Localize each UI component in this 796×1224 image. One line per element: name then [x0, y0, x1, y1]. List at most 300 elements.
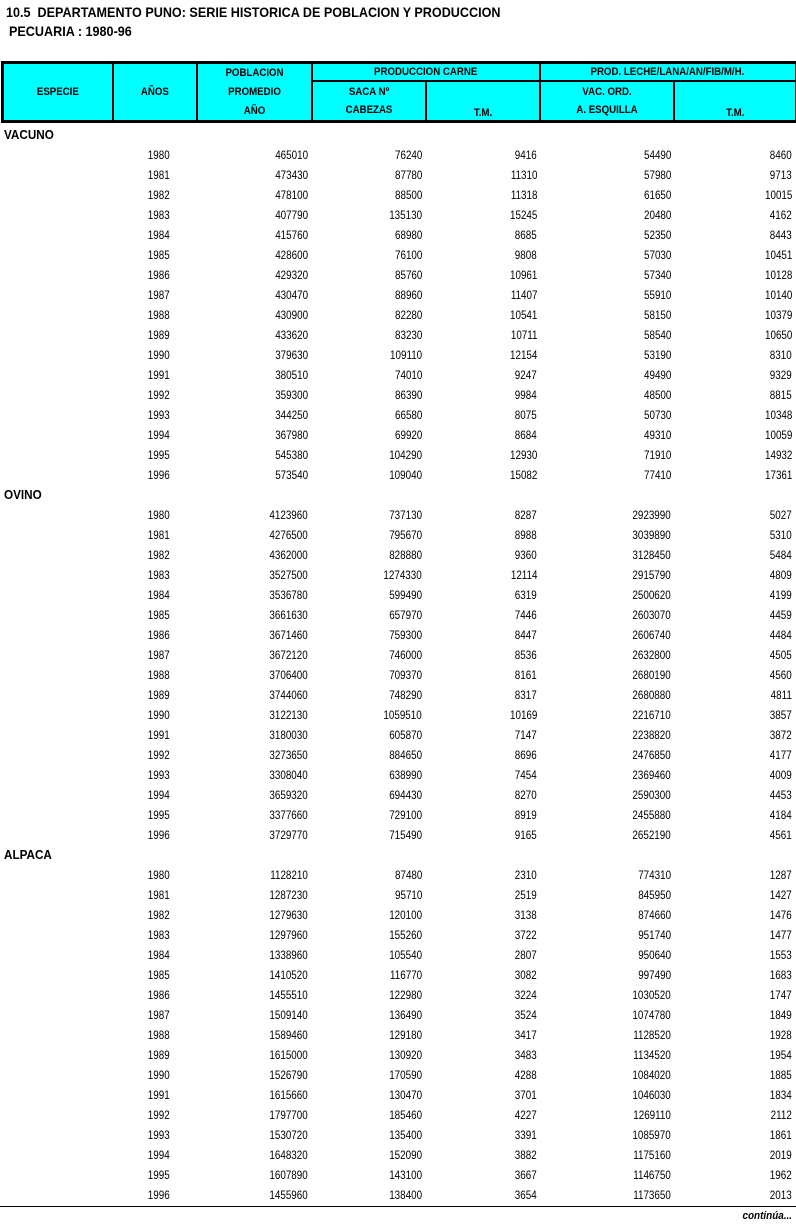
cell-saca-cabezas: 87780 — [394, 168, 422, 182]
cell-carne-tm: 12114 — [510, 568, 537, 582]
cell-leche-tm: 4561 — [770, 828, 792, 842]
cell-carne-tm: 8684 — [515, 428, 537, 442]
table-row — [0, 705, 796, 725]
cell-leche-tm: 1427 — [770, 888, 792, 902]
table-row — [0, 985, 796, 1005]
cell-year: 1983 — [148, 928, 170, 942]
cell-vac-esquilla: 1085970 — [632, 1128, 671, 1142]
cell-year: 1994 — [148, 1148, 170, 1162]
table-row — [0, 305, 796, 325]
table-row — [0, 1125, 796, 1145]
cell-saca-cabezas: 85760 — [394, 268, 422, 282]
cell-leche-tm: 2112 — [770, 1108, 792, 1122]
cell-saca-cabezas: 86390 — [394, 388, 422, 402]
cell-poblacion: 3273650 — [269, 748, 308, 762]
cell-leche-tm: 10140 — [764, 288, 792, 302]
cell-saca-cabezas: 638990 — [389, 768, 422, 782]
cell-year: 1991 — [148, 368, 170, 382]
cell-vac-esquilla: 1084020 — [632, 1068, 671, 1082]
cell-poblacion: 3377660 — [269, 808, 308, 822]
cell-poblacion: 429320 — [275, 268, 308, 282]
cell-year: 1996 — [148, 1188, 170, 1202]
cell-poblacion: 1509140 — [269, 1008, 308, 1022]
cell-year: 1992 — [148, 388, 170, 402]
cell-saca-cabezas: 1274330 — [383, 568, 422, 582]
cell-saca-cabezas: 155260 — [389, 928, 422, 942]
section-label: VACUNO — [4, 127, 54, 142]
cell-year: 1988 — [148, 1028, 170, 1042]
cell-carne-tm: 8685 — [515, 228, 537, 242]
cell-saca-cabezas: 759300 — [389, 628, 422, 642]
cell-carne-tm: 2310 — [515, 868, 537, 882]
table-row — [0, 685, 796, 705]
cell-leche-tm: 10379 — [764, 308, 792, 322]
header-produccion-carne: PRODUCCION CARNE — [312, 63, 540, 82]
cell-year: 1983 — [148, 208, 170, 222]
cell-year: 1980 — [148, 868, 170, 882]
cell-leche-tm: 4811 — [770, 688, 792, 702]
cell-leche-tm: 10451 — [764, 248, 792, 262]
table-row — [0, 1085, 796, 1105]
cell-year: 1980 — [148, 148, 170, 162]
cell-carne-tm: 2519 — [515, 888, 537, 902]
cell-leche-tm: 1683 — [770, 968, 792, 982]
table-row — [0, 445, 796, 465]
cell-carne-tm: 6319 — [515, 588, 537, 602]
cell-vac-esquilla: 20480 — [643, 208, 671, 222]
cell-poblacion: 1607890 — [269, 1168, 308, 1182]
table-row — [0, 1105, 796, 1125]
cell-leche-tm: 1861 — [770, 1128, 792, 1142]
cell-vac-esquilla: 874660 — [638, 908, 671, 922]
cell-vac-esquilla: 2500620 — [632, 588, 671, 602]
cell-vac-esquilla: 1030520 — [632, 988, 671, 1002]
cell-poblacion: 430900 — [275, 308, 308, 322]
cell-year: 1989 — [148, 688, 170, 702]
cell-saca-cabezas: 130470 — [389, 1088, 422, 1102]
cell-poblacion: 478100 — [275, 188, 308, 202]
cell-poblacion: 3527500 — [269, 568, 308, 582]
cell-leche-tm: 1962 — [770, 1168, 792, 1182]
cell-vac-esquilla: 2915790 — [632, 568, 671, 582]
table-row — [0, 405, 796, 425]
cell-carne-tm: 3701 — [515, 1088, 537, 1102]
cell-carne-tm: 15082 — [509, 468, 537, 482]
cell-year: 1993 — [148, 1128, 170, 1142]
cell-leche-tm: 2019 — [770, 1148, 792, 1162]
cell-year: 1982 — [148, 548, 170, 562]
cell-poblacion: 1615660 — [269, 1088, 308, 1102]
cell-leche-tm: 4453 — [770, 788, 792, 802]
cell-poblacion: 545380 — [275, 448, 308, 462]
cell-saca-cabezas: 105540 — [389, 948, 422, 962]
cell-year: 1996 — [148, 828, 170, 842]
table-row — [0, 825, 796, 845]
cell-saca-cabezas: 68980 — [394, 228, 422, 242]
cell-carne-tm: 12930 — [509, 448, 537, 462]
cell-year: 1991 — [148, 1088, 170, 1102]
cell-year: 1989 — [148, 328, 170, 342]
cell-carne-tm: 3654 — [515, 1188, 537, 1202]
table-row — [0, 945, 796, 965]
cell-leche-tm: 1954 — [770, 1048, 792, 1062]
document-title: 10.5 DEPARTAMENTO PUNO: SERIE HISTORICA DE POBLACION Y PRODUCCION — [6, 4, 501, 20]
table-row — [0, 525, 796, 545]
section-row — [0, 125, 796, 145]
cell-poblacion: 1287230 — [269, 888, 308, 902]
cell-leche-tm: 14932 — [764, 448, 792, 462]
cell-poblacion: 1455960 — [269, 1188, 308, 1202]
cell-saca-cabezas: 136490 — [389, 1008, 422, 1022]
cell-saca-cabezas: 694430 — [389, 788, 422, 802]
section-label: ALPACA — [4, 847, 52, 862]
cell-saca-cabezas: 135130 — [389, 208, 422, 222]
cell-year: 1988 — [148, 668, 170, 682]
cell-carne-tm: 9360 — [515, 548, 537, 562]
cell-vac-esquilla: 2606740 — [632, 628, 671, 642]
cell-saca-cabezas: 88960 — [394, 288, 422, 302]
cell-vac-esquilla: 48500 — [643, 388, 671, 402]
cell-saca-cabezas: 116770 — [389, 968, 422, 982]
cell-vac-esquilla: 2652190 — [632, 828, 671, 842]
table-header — [1, 61, 796, 123]
cell-carne-tm: 11318 — [510, 188, 537, 202]
cell-saca-cabezas: 605870 — [389, 728, 422, 742]
cell-vac-esquilla: 57980 — [643, 168, 671, 182]
cell-leche-tm: 1287 — [770, 868, 792, 882]
cell-year: 1981 — [148, 528, 170, 542]
cell-carne-tm: 3224 — [515, 988, 537, 1002]
cell-vac-esquilla: 2590300 — [632, 788, 671, 802]
cell-leche-tm: 8460 — [770, 148, 792, 162]
cell-saca-cabezas: 95710 — [394, 888, 422, 902]
header-poblacion: POBLACION PROMEDIO AÑO — [197, 63, 312, 122]
cell-carne-tm: 9416 — [515, 148, 537, 162]
cell-poblacion: 1526790 — [269, 1068, 308, 1082]
cell-leche-tm: 1476 — [770, 908, 792, 922]
cell-saca-cabezas: 88500 — [394, 188, 422, 202]
cell-leche-tm: 4162 — [770, 208, 792, 222]
cell-saca-cabezas: 74010 — [394, 368, 422, 382]
cell-poblacion: 433620 — [275, 328, 308, 342]
table-row — [0, 1005, 796, 1025]
cell-saca-cabezas: 152090 — [389, 1148, 422, 1162]
cell-year: 1987 — [148, 648, 170, 662]
cell-vac-esquilla: 1074780 — [632, 1008, 671, 1022]
cell-leche-tm: 1747 — [770, 988, 792, 1002]
cell-vac-esquilla: 3039890 — [632, 528, 671, 542]
cell-vac-esquilla: 49310 — [643, 428, 671, 442]
cell-poblacion: 473430 — [275, 168, 308, 182]
cell-leche-tm: 1553 — [770, 948, 792, 962]
table-body — [0, 125, 796, 1205]
cell-poblacion: 344250 — [275, 408, 308, 422]
cell-carne-tm: 8988 — [515, 528, 537, 542]
cell-poblacion: 1615000 — [269, 1048, 308, 1062]
table-row — [0, 625, 796, 645]
cell-year: 1986 — [148, 628, 170, 642]
cell-carne-tm: 3524 — [515, 1008, 537, 1022]
cell-year: 1990 — [148, 348, 170, 362]
cell-year: 1986 — [148, 988, 170, 1002]
cell-year: 1980 — [148, 508, 170, 522]
cell-poblacion: 3672120 — [269, 648, 308, 662]
cell-saca-cabezas: 828880 — [389, 548, 422, 562]
cell-year: 1988 — [148, 308, 170, 322]
cell-leche-tm: 8815 — [770, 388, 792, 402]
cell-year: 1991 — [148, 728, 170, 742]
table-row — [0, 545, 796, 565]
cell-poblacion: 359300 — [275, 388, 308, 402]
cell-year: 1984 — [148, 948, 170, 962]
table-row — [0, 765, 796, 785]
cell-vac-esquilla: 2369460 — [632, 768, 671, 782]
cell-carne-tm: 10961 — [509, 268, 537, 282]
cell-poblacion: 379630 — [275, 348, 308, 362]
cell-year: 1995 — [148, 808, 170, 822]
cell-carne-tm: 3483 — [515, 1048, 537, 1062]
cell-carne-tm: 4227 — [515, 1108, 537, 1122]
cell-saca-cabezas: 76240 — [394, 148, 422, 162]
table-row — [0, 345, 796, 365]
table-row — [0, 365, 796, 385]
cell-carne-tm: 7454 — [515, 768, 537, 782]
cell-saca-cabezas: 87480 — [394, 868, 422, 882]
table-row — [0, 585, 796, 605]
cell-vac-esquilla: 1173650 — [633, 1188, 671, 1202]
cell-poblacion: 428600 — [275, 248, 308, 262]
cell-year: 1981 — [148, 168, 170, 182]
cell-leche-tm: 1849 — [770, 1008, 792, 1022]
cell-poblacion: 407790 — [275, 208, 308, 222]
cell-carne-tm: 7446 — [515, 608, 537, 622]
cell-carne-tm: 3417 — [515, 1028, 537, 1042]
cell-saca-cabezas: 737130 — [389, 508, 422, 522]
header-prod-leche: PROD. LECHE/LANA/AN/FIB/M/H. — [540, 63, 796, 82]
table-row — [0, 505, 796, 525]
cell-poblacion: 4362000 — [269, 548, 308, 562]
cell-carne-tm: 9808 — [515, 248, 537, 262]
cell-poblacion: 573540 — [275, 468, 308, 482]
cell-leche-tm: 17361 — [764, 468, 792, 482]
cell-vac-esquilla: 1128520 — [633, 1028, 671, 1042]
cell-carne-tm: 3882 — [515, 1148, 537, 1162]
table-row — [0, 1065, 796, 1085]
cell-vac-esquilla: 50730 — [643, 408, 671, 422]
table-row — [0, 1025, 796, 1045]
cell-vac-esquilla: 55910 — [643, 288, 671, 302]
document-subtitle: PECUARIA : 1980-96 — [9, 23, 132, 39]
cell-poblacion: 1589460 — [269, 1028, 308, 1042]
cell-poblacion: 1455510 — [269, 988, 308, 1002]
section-label: OVINO — [4, 487, 42, 502]
cell-poblacion: 380510 — [275, 368, 308, 382]
cell-carne-tm: 10711 — [510, 328, 537, 342]
cell-saca-cabezas: 795670 — [389, 528, 422, 542]
cell-year: 1985 — [148, 968, 170, 982]
cell-leche-tm: 4560 — [770, 668, 792, 682]
cell-vac-esquilla: 2455880 — [632, 808, 671, 822]
cell-carne-tm: 3391 — [515, 1128, 537, 1142]
cell-year: 1985 — [148, 608, 170, 622]
cell-poblacion: 3706400 — [269, 668, 308, 682]
cell-poblacion: 465010 — [275, 148, 308, 162]
cell-saca-cabezas: 122980 — [389, 988, 422, 1002]
cell-vac-esquilla: 77410 — [643, 468, 671, 482]
cell-saca-cabezas: 715490 — [389, 828, 422, 842]
cell-leche-tm: 5484 — [770, 548, 792, 562]
cell-vac-esquilla: 951740 — [638, 928, 671, 942]
section-row — [0, 485, 796, 505]
cell-leche-tm: 4199 — [770, 588, 792, 602]
cell-carne-tm: 9165 — [515, 828, 537, 842]
cell-vac-esquilla: 57030 — [643, 248, 671, 262]
cell-leche-tm: 10128 — [764, 268, 792, 282]
table-row — [0, 265, 796, 285]
cell-year: 1996 — [148, 468, 170, 482]
table-row — [0, 925, 796, 945]
cell-leche-tm: 1928 — [770, 1028, 792, 1042]
cell-poblacion: 3671460 — [269, 628, 308, 642]
cell-carne-tm: 11310 — [510, 168, 537, 182]
cell-year: 1986 — [148, 268, 170, 282]
cell-vac-esquilla: 950640 — [638, 948, 671, 962]
table-row — [0, 325, 796, 345]
cell-leche-tm: 5310 — [770, 528, 792, 542]
cell-leche-tm: 3857 — [770, 708, 792, 722]
cell-vac-esquilla: 58540 — [643, 328, 671, 342]
cell-vac-esquilla: 2216710 — [632, 708, 671, 722]
cell-poblacion: 4276500 — [269, 528, 308, 542]
table-row — [0, 1045, 796, 1065]
cell-year: 1990 — [148, 708, 170, 722]
cell-vac-esquilla: 61650 — [643, 188, 671, 202]
cell-poblacion: 1338960 — [269, 948, 308, 962]
cell-carne-tm: 10169 — [509, 708, 537, 722]
cell-saca-cabezas: 884650 — [389, 748, 422, 762]
cell-carne-tm: 9247 — [515, 368, 537, 382]
cell-poblacion: 1797700 — [269, 1108, 308, 1122]
cell-year: 1982 — [148, 188, 170, 202]
cell-saca-cabezas: 130920 — [389, 1048, 422, 1062]
cell-leche-tm: 10015 — [764, 188, 792, 202]
table-row — [0, 225, 796, 245]
cell-carne-tm: 8287 — [515, 508, 537, 522]
cell-saca-cabezas: 143100 — [389, 1168, 422, 1182]
header-vac-ord: VAC. ORD. A. ESQUILLA — [540, 81, 674, 122]
cell-saca-cabezas: 185460 — [389, 1108, 422, 1122]
cell-year: 1983 — [148, 568, 170, 582]
cell-leche-tm: 8443 — [770, 228, 792, 242]
table-row — [0, 725, 796, 745]
cell-year: 1987 — [148, 1008, 170, 1022]
cell-carne-tm: 8919 — [515, 808, 537, 822]
cell-poblacion: 367980 — [275, 428, 308, 442]
cell-vac-esquilla: 49490 — [643, 368, 671, 382]
cell-carne-tm: 3082 — [515, 968, 537, 982]
cell-vac-esquilla: 2680190 — [632, 668, 671, 682]
table-row — [0, 905, 796, 925]
cell-carne-tm: 2807 — [515, 948, 537, 962]
cell-poblacion: 4123960 — [269, 508, 308, 522]
cell-carne-tm: 3722 — [515, 928, 537, 942]
cell-carne-tm: 9984 — [515, 388, 537, 402]
cell-carne-tm: 15245 — [509, 208, 537, 222]
cell-saca-cabezas: 66580 — [394, 408, 422, 422]
cell-year: 1984 — [148, 228, 170, 242]
cell-vac-esquilla: 2923990 — [632, 508, 671, 522]
cell-leche-tm: 4505 — [770, 648, 792, 662]
table-row — [0, 205, 796, 225]
cell-carne-tm: 3667 — [515, 1168, 537, 1182]
cell-vac-esquilla: 54490 — [643, 148, 671, 162]
table-row — [0, 645, 796, 665]
table-row — [0, 385, 796, 405]
cell-vac-esquilla: 1269110 — [633, 1108, 671, 1122]
cell-leche-tm: 9329 — [770, 368, 792, 382]
table-row — [0, 285, 796, 305]
cell-carne-tm: 8447 — [515, 628, 537, 642]
table-row — [0, 165, 796, 185]
cell-poblacion: 430470 — [275, 288, 308, 302]
cell-vac-esquilla: 2632800 — [632, 648, 671, 662]
header-anos: AÑOS — [113, 63, 197, 122]
cell-vac-esquilla: 2238820 — [632, 728, 671, 742]
cell-year: 1994 — [148, 428, 170, 442]
cell-vac-esquilla: 2680880 — [632, 688, 671, 702]
cell-leche-tm: 4184 — [770, 808, 792, 822]
cell-year: 1985 — [148, 248, 170, 262]
cell-saca-cabezas: 82280 — [394, 308, 422, 322]
cell-year: 1987 — [148, 288, 170, 302]
cell-year: 1993 — [148, 408, 170, 422]
cell-vac-esquilla: 58150 — [643, 308, 671, 322]
cell-leche-tm: 4459 — [770, 608, 792, 622]
cell-poblacion: 1410520 — [269, 968, 308, 982]
cell-year: 1982 — [148, 908, 170, 922]
cell-poblacion: 3744060 — [269, 688, 308, 702]
cell-saca-cabezas: 746000 — [389, 648, 422, 662]
table-row — [0, 1145, 796, 1165]
cell-vac-esquilla: 2476850 — [632, 748, 671, 762]
cell-vac-esquilla: 71910 — [643, 448, 671, 462]
cell-carne-tm: 8161 — [515, 668, 537, 682]
cell-vac-esquilla: 2603070 — [632, 608, 671, 622]
cell-saca-cabezas: 76100 — [394, 248, 422, 262]
cell-saca-cabezas: 129180 — [389, 1028, 422, 1042]
table-row — [0, 605, 796, 625]
cell-year: 1990 — [148, 1068, 170, 1082]
cell-saca-cabezas: 109110 — [389, 348, 422, 362]
cell-saca-cabezas: 748290 — [389, 688, 422, 702]
cell-saca-cabezas: 109040 — [389, 468, 422, 482]
cell-leche-tm: 9713 — [770, 168, 792, 182]
cell-poblacion: 3661630 — [269, 608, 308, 622]
cell-year: 1981 — [148, 888, 170, 902]
cell-leche-tm: 4009 — [770, 768, 792, 782]
cell-carne-tm: 8270 — [515, 788, 537, 802]
cell-poblacion: 1648320 — [269, 1148, 308, 1162]
cell-saca-cabezas: 138400 — [389, 1188, 422, 1202]
cell-vac-esquilla: 997490 — [638, 968, 671, 982]
continua-note: continúa... — [742, 1210, 792, 1222]
table-row — [0, 185, 796, 205]
table-row — [0, 465, 796, 485]
table-row — [0, 805, 796, 825]
cell-poblacion: 3729770 — [269, 828, 308, 842]
cell-carne-tm: 12154 — [509, 348, 537, 362]
cell-saca-cabezas: 729100 — [389, 808, 422, 822]
